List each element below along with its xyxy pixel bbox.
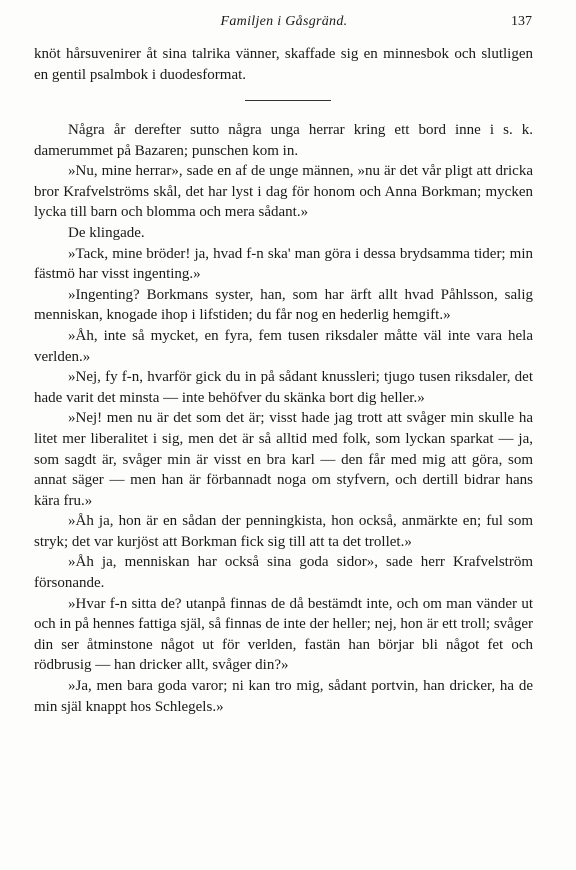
continued-paragraph-block xyxy=(34,44,533,85)
paragraph: Några år derefter sutto några unga herrar kring ett bord inne i s. k. damerummet på Bazaren; punschen kom in. xyxy=(34,122,533,159)
running-head xyxy=(34,14,534,36)
paragraph: De klingade. xyxy=(68,224,145,241)
paragraph: »Nej, fy f-n, hvarför gick du in på sådant knussleri; tjugo tusen riksdaler, det hade varit det minsta — inte behöfver du skänka bort dig heller.» xyxy=(34,369,533,406)
section-text xyxy=(34,120,533,717)
continued-paragraph: knöt hårsuvenirer åt sina talrika vänner, skaffade sig en minnesbok och slutligen en gentil psalmbok i duodesformat. xyxy=(34,46,533,83)
running-title: Familjen i Gåsgränd. xyxy=(220,14,348,29)
paragraph: »Åh, inte så mycket, en fyra, fem tusen riksdaler måtte väl inte vara hela verlden.» xyxy=(34,327,533,365)
paragraph: »Ingenting? Borkmans syster, han, som har ärft allt hvad Påhlsson, salig menniskan, knogade ihop i lifstiden; du får nog en hederlig hemgift.» xyxy=(34,286,533,324)
paragraph: »Hvar f-n sitta de? utanpå finnas de då bestämdt inte, och om man vänder ut och in på hennes fattiga själ, så finnas de inte der heller; nej, hon är ett troll; svåger din ser åtminstone något ut för verlden, fastän han börjar bli något fet och rödbrusig — han dricker allt, svåger din?» xyxy=(34,595,533,674)
paragraph: »Åh ja, menniskan har också sina goda sidor», sade herr Krafvelström försonande. xyxy=(34,554,533,592)
paragraph: »Tack, mine bröder! ja, hvad f-n ska' man göra i dessa brydsamma tider; min fästmö har visst ingenting.» xyxy=(34,245,533,283)
paragraph: »Ja, men bara goda varor; ni kan tro mig, sådant portvin, han dricker, ha de min själ knappt hos Schlegels.» xyxy=(34,678,533,715)
page-number: 137 xyxy=(511,14,532,29)
section-divider xyxy=(245,100,331,101)
paragraph: »Nej! men nu är det som det är; visst hade jag trott att svåger min skulle ha litet mer liberalitet i sig, men det är så alltid med folk, som lyckan sparkat — ja, som sagdt är, svåger min är visst en bra karl — den får med mig att göra, som annat säger — men han är förbannadt noga om styfvern, och dertill bidrar hans kära fru.» xyxy=(34,410,533,509)
paragraph: »Nu, mine herrar», sade en af de unge männen, »nu är det vår pligt att dricka bror Krafvelströms skål, det har lyst i dag för honom och Anna Borkman; mycken lycka till barn och blomma och mera sådant.» xyxy=(34,163,533,221)
paragraph: »Åh ja, hon är en sådan der penningkista, hon också, anmärkte en; ful som stryk; det var kurjöst att Borkman fick sig till att ta det trollet.» xyxy=(34,513,533,550)
